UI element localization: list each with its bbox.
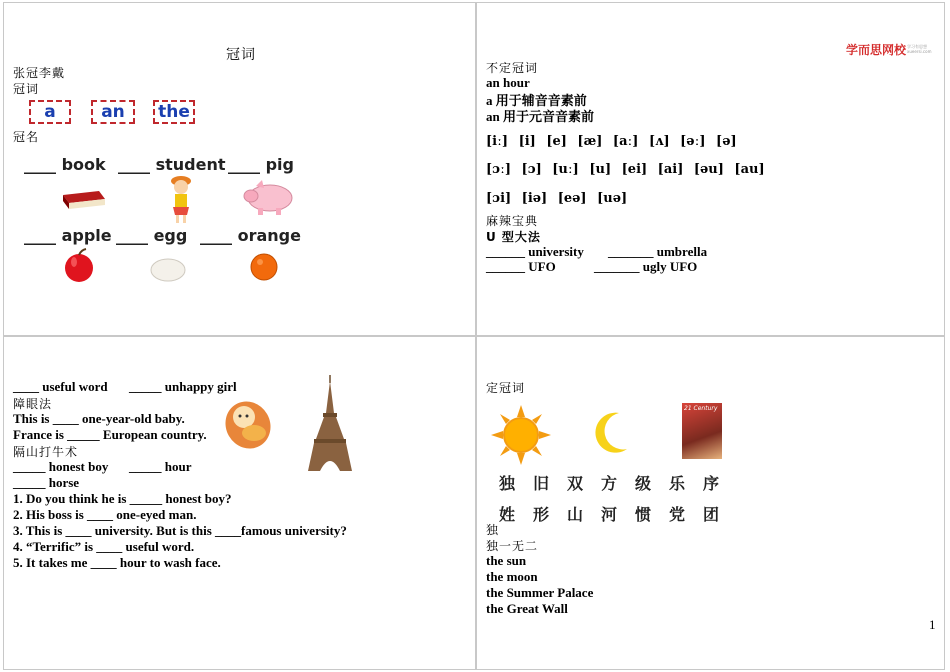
article-stamp-an: an: [91, 100, 135, 124]
method-title: 障眼法: [13, 397, 53, 411]
fill-blank-apple: ____ apple: [24, 226, 112, 245]
eiffel-tower-icon: [304, 373, 356, 473]
slide-articles-intro: [3, 2, 476, 336]
slide-title: 冠词: [226, 47, 256, 63]
magazine-cover: [682, 403, 722, 459]
character-row-2: 姓形山河惯党团: [499, 505, 738, 524]
exercise-ufo: ______ UFO: [486, 259, 556, 274]
ipa-row-2: [ɔː] [ɔ] [uː] [u] [ei] [ai] [əu] [au]: [486, 162, 765, 177]
tip-title: 麻辣宝典: [486, 214, 539, 228]
exercise-honest-boy: _____ honest boy: [13, 459, 109, 474]
example-great-wall: the Great Wall: [486, 601, 568, 616]
question-1: 1. Do you think he is _____ honest boy?: [13, 491, 232, 506]
sentence: This is ____ one-year-old baby.: [13, 411, 185, 426]
magazine-title: 21 Century: [684, 405, 718, 412]
page-number: 1: [929, 617, 936, 632]
slide-definite-article: [476, 336, 945, 670]
student-icon: [166, 173, 196, 225]
egg-icon: [148, 257, 188, 283]
article-stamp-a: a: [29, 100, 71, 124]
pig-icon: [242, 178, 298, 216]
text-line: 冠名: [13, 130, 40, 144]
book-icon: [59, 189, 107, 211]
sun-icon: [491, 405, 551, 465]
sentence: France is _____ European country.: [13, 427, 207, 442]
question-4: 4. “Terrific” is ____ useful word.: [13, 539, 195, 554]
fill-blank-pig: ____ pig: [228, 155, 294, 174]
character-row-1: 独旧双方级乐序: [499, 474, 738, 493]
fill-blank-book: ____ book: [24, 155, 106, 174]
rule-a-text: a 用于辅音音素前: [486, 93, 587, 108]
exercise-useful-word: ____ useful word: [13, 379, 108, 394]
fill-blank-orange: ____ orange: [200, 226, 301, 245]
exercise-ugly-ufo: _______ ugly UFO: [594, 259, 698, 274]
brand-logo: 学而思网校: [846, 43, 907, 57]
example-sun: the sun: [486, 553, 527, 568]
example-summer-palace: the Summer Palace: [486, 585, 594, 600]
section-heading: 定冠词: [486, 381, 526, 395]
baby-icon: [220, 395, 276, 451]
fill-blank-egg: ____ egg: [116, 226, 188, 245]
ipa-row-3: [ɔi] [iə] [eə] [uə]: [486, 191, 628, 206]
exercise-umbrella: _______ umbrella: [608, 244, 708, 259]
rule-an: [486, 106, 594, 125]
fill-blank-student: ____ student: [118, 155, 226, 174]
exercise-university: ______ university: [486, 244, 584, 259]
section-heading: 不定冠词: [486, 61, 539, 75]
rule-an-text: an 用于元音音素前: [486, 109, 594, 124]
method-title: 隔山打牛术: [13, 445, 79, 459]
example-moon: the moon: [486, 569, 538, 584]
article-stamp-the: the: [153, 100, 195, 124]
slide-an-usage: [3, 336, 476, 670]
text-line: 冠词: [13, 82, 40, 96]
apple-icon: [62, 247, 96, 283]
tip-method: U 型大法: [486, 230, 541, 244]
brand-logo-subtitle: 学习有思想 xueersi.com: [907, 44, 932, 54]
text-line: 张冠李戴: [13, 66, 66, 80]
single-character: 独: [486, 523, 500, 537]
orange-icon: [249, 252, 279, 282]
moon-icon: [589, 409, 633, 457]
exercise-hour: _____ hour: [129, 459, 192, 474]
question-3: 3. This is ____ university. But is this ____famous university?: [13, 523, 347, 538]
example-text: an hour: [486, 75, 530, 90]
question-2: 2. His boss is ____ one-eyed man.: [13, 507, 197, 522]
exercise-unhappy-girl: _____ unhappy girl: [129, 379, 237, 394]
idiom: 独一无二: [486, 539, 539, 553]
question-5: 5. It takes me ____ hour to wash face.: [13, 555, 221, 570]
slide-indefinite-article: [476, 2, 945, 336]
ipa-row-1: [iː] [i] [e] [æ] [aː] [ʌ] [əː] [ə]: [486, 134, 737, 149]
exercise-horse: _____ horse: [13, 475, 80, 490]
